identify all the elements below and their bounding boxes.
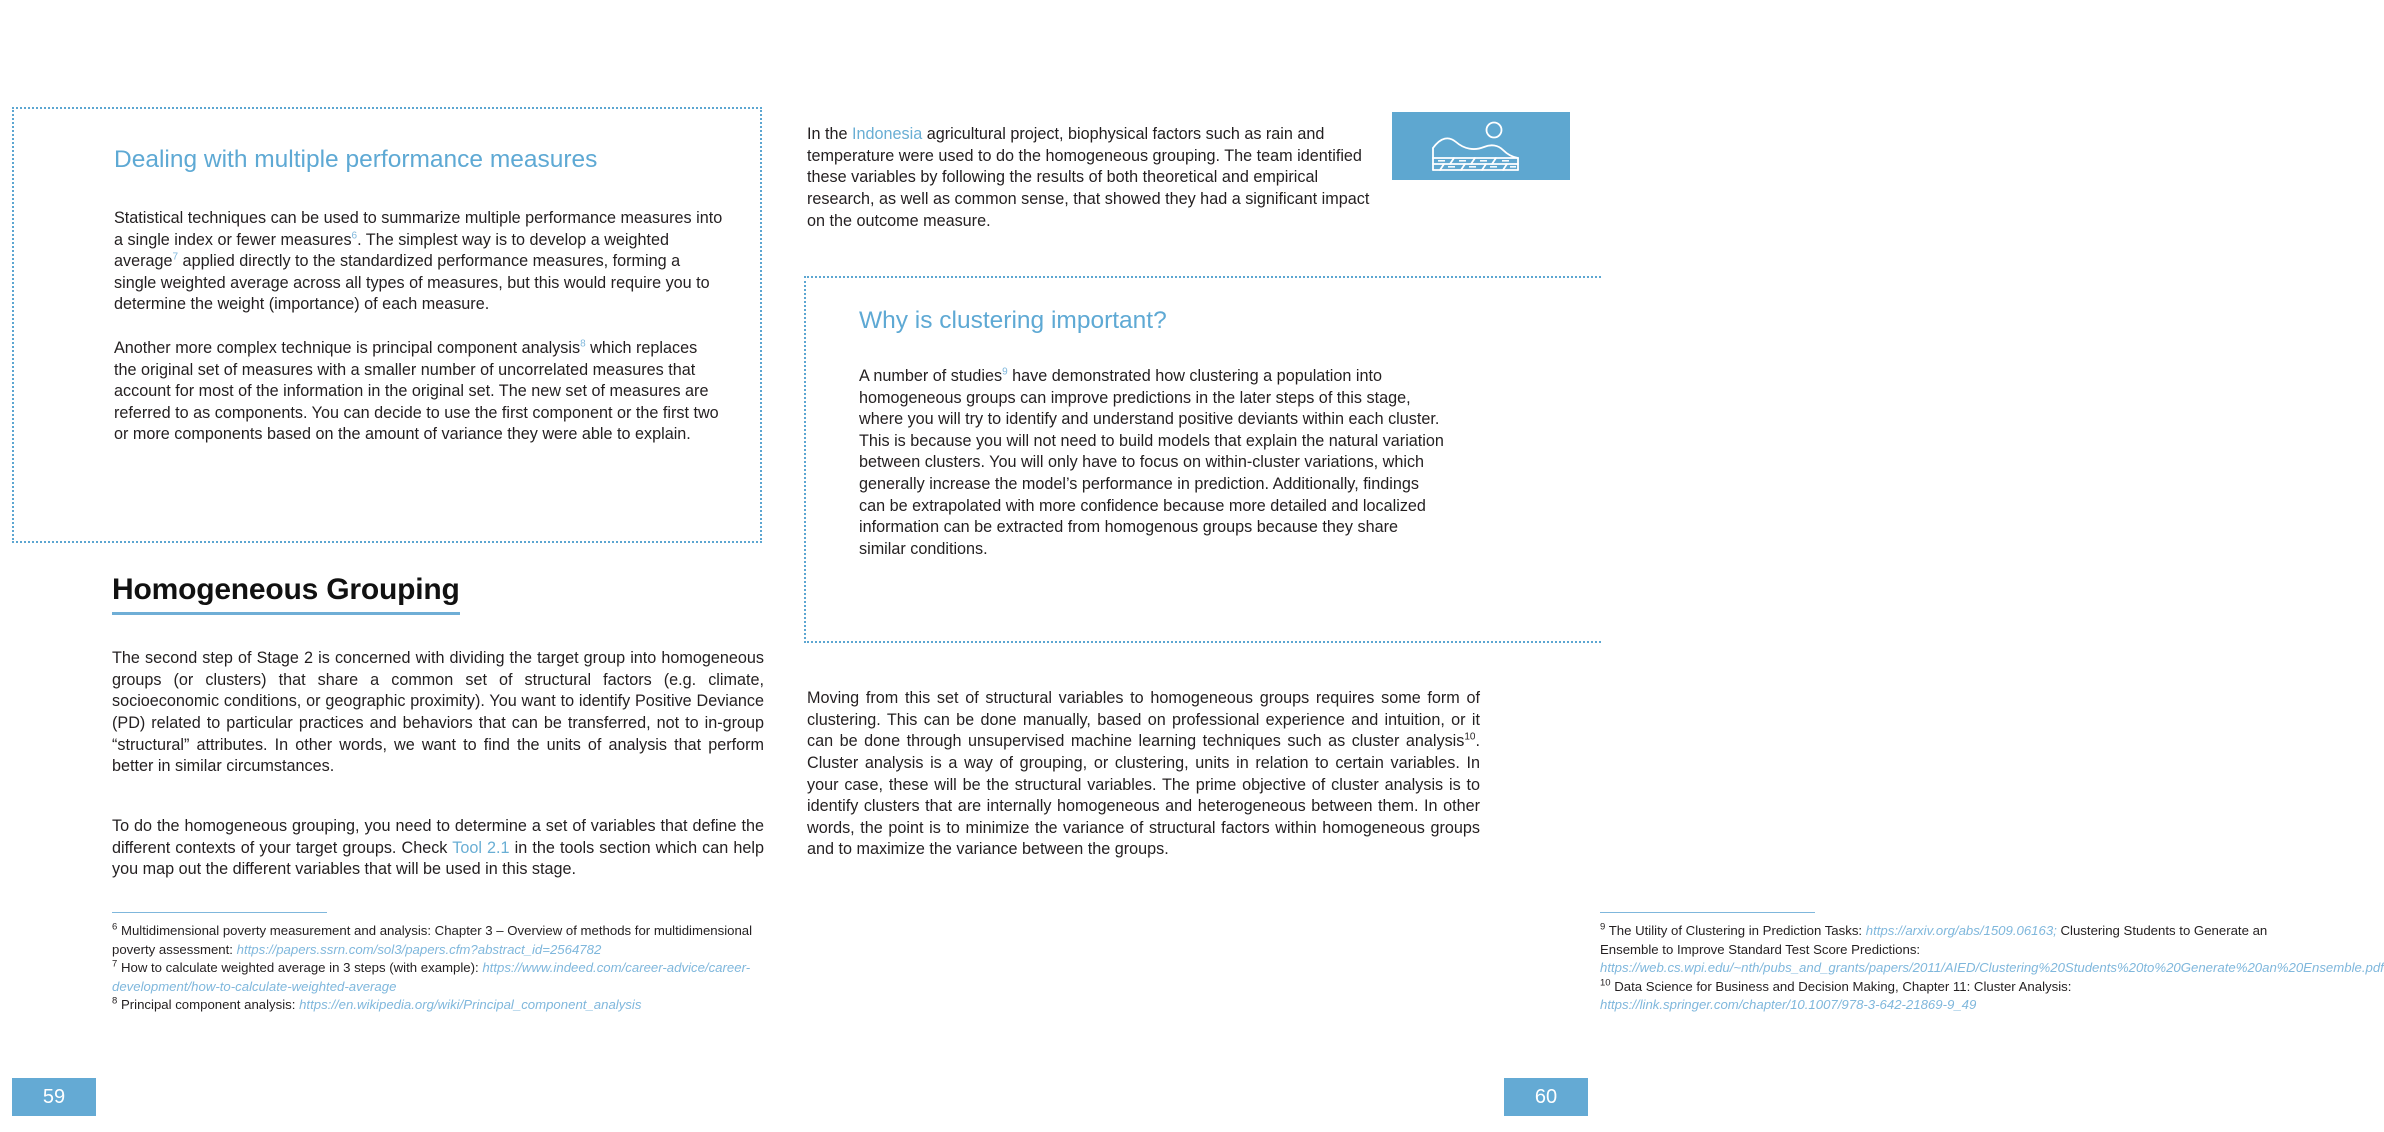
callout-box-why-clustering xyxy=(804,276,1601,643)
callout-box-performance-measures xyxy=(12,107,762,543)
right-intro-paragraph xyxy=(807,124,1377,232)
footnote-item xyxy=(112,959,772,996)
footnote-text: Principal component analysis: xyxy=(120,997,300,1013)
left-body-paragraph-2-text-a: To do the homogeneous grouping, you need to determine a set of variables that define the different contexts of your target groups. Check xyxy=(112,817,764,857)
footnote-text: Multidimensional poverty measurement and analysis: Chapter 3 – Overview of methods for multidimensional poverty assessment: xyxy=(112,923,753,957)
callout-paragraph-2 xyxy=(114,338,724,446)
footnote-item xyxy=(112,996,772,1015)
callout-paragraph-2-text-b: which replaces the original set of measures with a smaller number of uncorrelated measures that account for most of the information in the original set. The new set of measures are referred to as components. You can decide to use the first component or the first two or more components based on the amount of variance they were able to explain. xyxy=(114,338,719,444)
footnote-url[interactable]: https://link.springer.com/chapter/10.1007/978-3-642-21869-9_49 xyxy=(1600,997,1977,1013)
left-page xyxy=(0,0,800,1132)
footnote-url[interactable]: https://www.indeed.com/career-advice/career-development/how-to-calculate-weighted-average xyxy=(112,960,751,994)
callout-why-text-b: have demonstrated how clustering a population into homogeneous groups can improve predictions in the later steps of this stage, where you will try to identify and understand positive deviants within each cluster. This is because you will not need to build models that explain the natural variation between clusters. You will only have to focus on within-cluster variations, which generally increase the model’s performance in prediction. Additionally, findings can be extrapolated with more confidence because more detailed and localized information can be extracted from homogenous groups because they share similar conditions. xyxy=(859,367,1444,558)
footnote-ref-9[interactable]: 9 xyxy=(1002,366,1008,378)
footnote-rule xyxy=(112,912,327,913)
footnote-text: How to calculate weighted average in 3 steps (with example): xyxy=(120,960,483,976)
footnote-url[interactable]: https://papers.ssrn.com/sol3/papers.cfm?abstract_id=2564782 xyxy=(236,941,602,957)
right-body-text-b: . Cluster analysis is a way of grouping, or clustering, units in relation to certain variables. In your case, these will be the structural variables. The prime objective of cluster analysis is to identify clusters that are internally homogeneous and heterogeneous between them. In other words, the point is to minimize the variance of structural factors within homogeneous groups and to maximize the variance between the groups. xyxy=(807,732,1480,859)
callout-why-text-a: A number of studies xyxy=(859,367,1003,385)
footnote-item xyxy=(112,922,772,959)
left-body-paragraph-1: The second step of Stage 2 is concerned with dividing the target group into homogeneous groups (or clusters) that share a common set of structural factors (e.g. climate, socioeconomic conditions, or geographic proximity). You want to identify Positive Deviance (PD) related to particular practices and behaviors that can be transferred, not to in-group “structural” attributes. In other words, we want to find the units of analysis that perform better in similar circumstances. xyxy=(112,649,764,776)
callout-paragraph-1-text-c: applied directly to the standardized performance measures, forming a single weighted average across all types of measures, but this would require you to determine the weight (importance) of each measure. xyxy=(114,252,710,314)
left-body-paragraph-2 xyxy=(112,816,764,881)
footnote-ref-6[interactable]: 6 xyxy=(351,230,358,242)
callout-paragraph-2-text-a: Another more complex technique is principal component analysis xyxy=(114,338,581,357)
callout-paragraph-1-text-a: Statistical techniques can be used to summarize multiple performance measures into a single index or fewer measures xyxy=(114,209,723,249)
left-footnotes xyxy=(112,912,772,1015)
footnote-mark: 8 xyxy=(112,995,118,1007)
footnote-ref-7[interactable]: 7 xyxy=(172,251,179,263)
callout-heading-performance-measures: Dealing with multiple performance measures xyxy=(114,146,598,173)
footnote-item xyxy=(1600,978,2280,1015)
callout-paragraph-why-clustering xyxy=(859,366,1449,560)
footnote-item xyxy=(1600,921,2384,978)
left-body-paragraph-2-text-b: in the tools section which can help you map out the different variables that will be used in this stage. xyxy=(112,838,764,879)
footnote-url-2[interactable]: https://web.cs.wpi.edu/~nth/pubs_and_grants/papers/2011/AIED/Clustering%20Students%20to%20Generate%20an%20Ensemble.pdf xyxy=(1600,960,2384,976)
footnote-text-2: Clustering Students to Generate an Ensemble to Improve Standard Test Score Predictions: xyxy=(1600,923,2268,957)
tool-2-1-link[interactable]: Tool 2.1 xyxy=(452,838,510,857)
right-page xyxy=(800,0,2384,1132)
footnote-text: The Utility of Clustering in Prediction Tasks: xyxy=(1608,923,1866,938)
indonesia-link[interactable]: Indonesia xyxy=(852,125,923,144)
footnote-url[interactable]: https://arxiv.org/abs/1509.06163; xyxy=(1865,923,2057,938)
footnote-mark: 7 xyxy=(112,958,118,970)
footnote-text: Data Science for Business and Decision Making, Chapter 11: Cluster Analysis: xyxy=(1614,978,2072,994)
right-intro-text-b: agricultural project, biophysical factors such as rain and temperature were used to do the homogeneous grouping. The team identified these variables by following the results of both theoretical and empirical research, as well as common sense, that showed they had a significant impact on the outcome measure. xyxy=(807,125,1370,230)
right-body-paragraph-1 xyxy=(807,688,1480,861)
right-body-text-a: Moving from this set of structural variables to homogeneous groups requires some form of clustering. This can be done manually, based on professional experience and intuition, or it can be done through unsupervised machine learning techniques such as cluster analysis xyxy=(807,689,1480,751)
right-footnotes xyxy=(1600,912,2384,1015)
footnote-ref-10[interactable]: 10 xyxy=(1464,731,1476,743)
right-intro-text-a: In the xyxy=(807,125,852,144)
section-heading-homogeneous-grouping: Homogeneous Grouping xyxy=(112,573,460,615)
page-number-left: 59 xyxy=(12,1078,96,1116)
callout-paragraph-1-text-b: . The simplest way is to develop a weighted average xyxy=(114,230,670,271)
page-number-right: 60 xyxy=(1504,1078,1588,1116)
footnote-url[interactable]: https://en.wikipedia.org/wiki/Principal_component_analysis xyxy=(299,997,642,1013)
footnote-mark: 6 xyxy=(112,921,118,933)
indonesia-agriculture-icon xyxy=(1392,112,1570,180)
footnote-mark: 9 xyxy=(1600,921,1606,933)
callout-heading-why-clustering: Why is clustering important? xyxy=(859,307,1167,334)
callout-paragraph-1 xyxy=(114,208,724,316)
footnote-ref-8[interactable]: 8 xyxy=(580,338,586,350)
footnote-rule xyxy=(1600,912,1815,913)
footnote-mark: 10 xyxy=(1600,977,1611,989)
